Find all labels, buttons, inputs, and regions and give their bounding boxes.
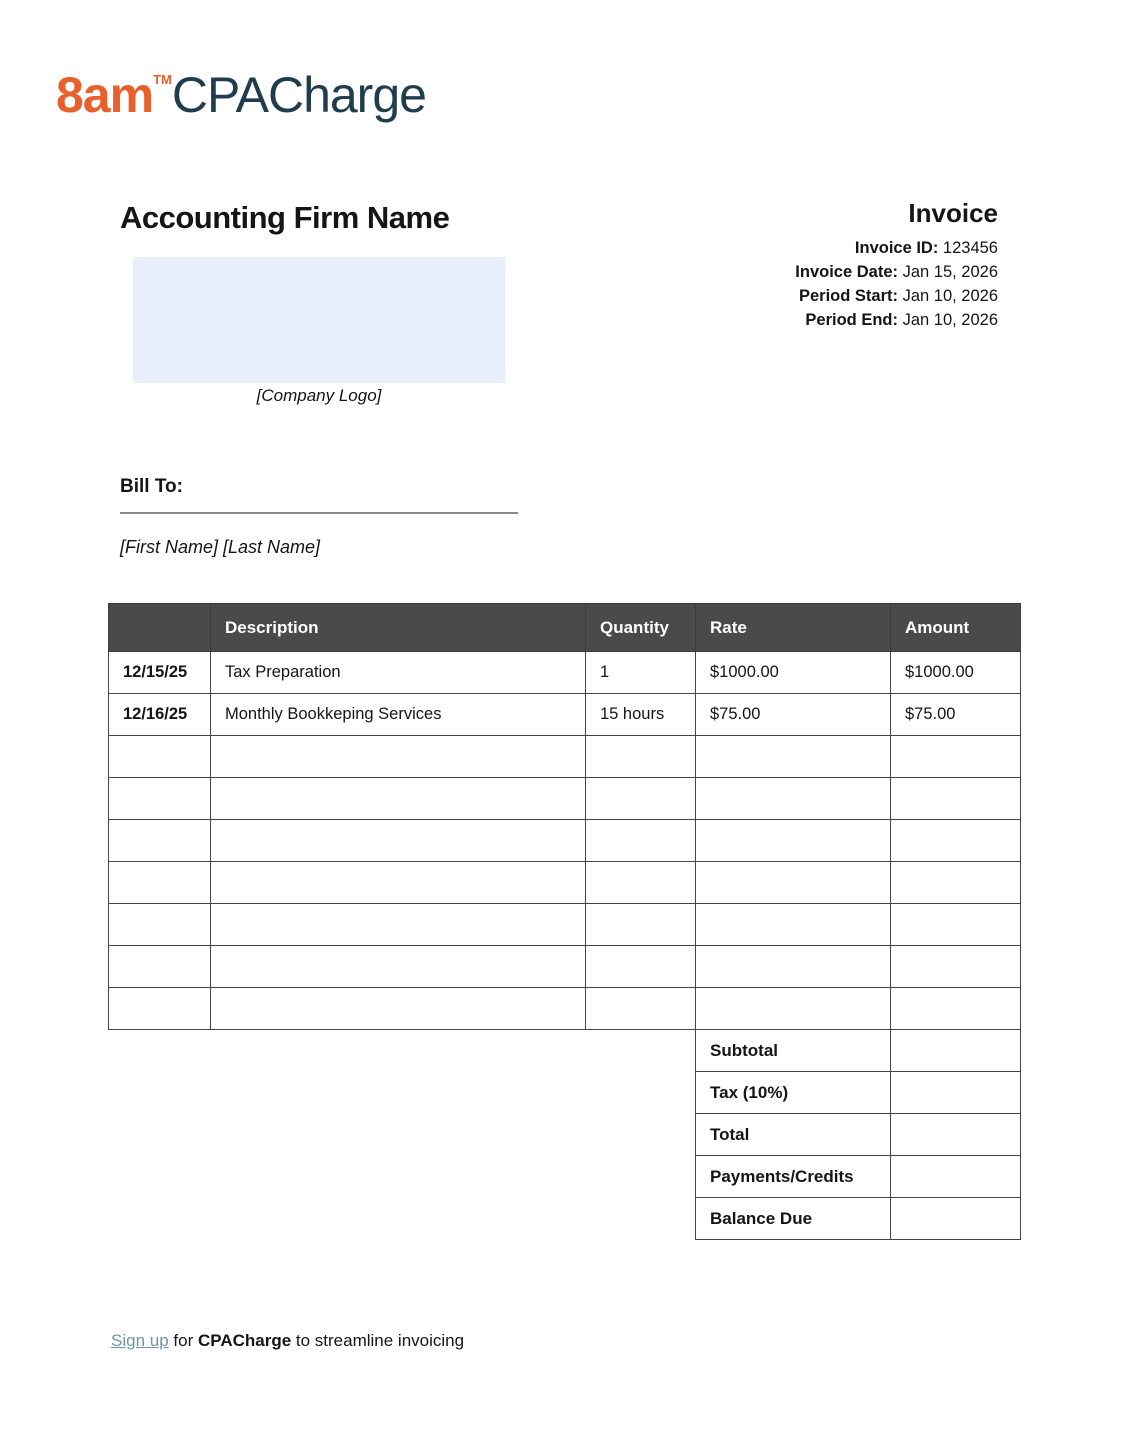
cell-rate [696,820,891,862]
cell-description [211,862,586,904]
firm-name-heading: Accounting Firm Name [120,200,450,235]
empty-line-item-row [109,778,1021,820]
empty-line-item-row [109,862,1021,904]
cell-rate [696,862,891,904]
header-description-column: Description [211,604,586,652]
line-item-row [109,694,1021,736]
cell-date [109,820,211,862]
cell-rate [696,736,891,778]
line-item-row [109,652,1021,694]
empty-line-item-row [109,820,1021,862]
cell-rate [696,778,891,820]
summary-row [696,1072,1021,1114]
period-start-line [795,284,998,308]
cell-description: Tax Preparation [211,652,586,694]
logo-8am-text: 8am [56,67,154,123]
cell-quantity [586,820,696,862]
empty-line-item-row [109,988,1021,1030]
cell-amount [891,946,1021,988]
empty-line-item-row [109,946,1021,988]
cell-amount [891,778,1021,820]
cell-quantity [586,778,696,820]
footer-signup-line [111,1331,464,1351]
cpacharge-logo [56,66,426,124]
cell-date [109,736,211,778]
header-date-column [109,604,211,652]
period-end-line [795,308,998,332]
cell-amount [891,736,1021,778]
invoice-title: Invoice [908,198,998,228]
summary-label: Balance Due [696,1198,891,1240]
bill-to-name-placeholder: [First Name] [Last Name] [120,537,321,557]
invoice-date-label: Invoice Date: [795,263,898,281]
cell-quantity [586,736,696,778]
invoice-id-value: 123456 [938,239,998,257]
footer-brand-name: CPACharge [197,1331,292,1350]
cell-rate [696,946,891,988]
summary-row [696,1030,1021,1072]
logo-trademark: TM [153,72,172,87]
summary-row [696,1156,1021,1198]
period-start-label: Period Start: [798,287,898,305]
header-amount-column: Amount [891,604,1021,652]
empty-line-item-row [109,904,1021,946]
period-start-value: Jan 10, 2026 [898,287,998,305]
period-end-label: Period End: [805,311,898,329]
sign-up-link[interactable]: Sign up [111,1331,169,1350]
cell-amount: $1000.00 [891,652,1021,694]
cell-amount [891,820,1021,862]
summary-value [891,1030,1021,1072]
empty-line-item-row [109,736,1021,778]
invoice-id-line [795,236,998,260]
cell-date [109,988,211,1030]
cell-quantity [586,988,696,1030]
footer-text-mid: for [168,1331,198,1350]
cell-rate: $1000.00 [696,652,891,694]
cell-amount [891,988,1021,1030]
cell-rate [696,988,891,1030]
cell-amount: $75.00 [891,694,1021,736]
cell-rate [696,904,891,946]
summary-value [891,1198,1021,1240]
cell-description: Monthly Bookkeping Services [211,694,586,736]
summary-row [696,1114,1021,1156]
cell-date [109,904,211,946]
summary-label: Tax (10%) [696,1072,891,1114]
header-rate-column: Rate [696,604,891,652]
cell-description [211,736,586,778]
bill-to-divider [120,512,518,514]
summary-row [696,1198,1021,1240]
summary-label: Subtotal [696,1030,891,1072]
period-end-value: Jan 10, 2026 [898,311,998,329]
cell-date: 12/15/25 [109,652,211,694]
cell-date [109,862,211,904]
summary-label: Payments/Credits [696,1156,891,1198]
cell-quantity [586,904,696,946]
company-logo-caption: [Company Logo] [256,386,382,405]
summary-value [891,1072,1021,1114]
bill-to-label: Bill To: [120,476,183,497]
company-logo-placeholder-box [133,257,505,383]
cell-quantity [586,946,696,988]
summary-value [891,1156,1021,1198]
summary-value [891,1114,1021,1156]
invoice-date-value: Jan 15, 2026 [898,263,998,281]
cell-date [109,778,211,820]
summary-table [695,1029,1021,1240]
cell-date: 12/16/25 [109,694,211,736]
line-items-body [109,652,1021,1030]
invoice-meta-block [795,198,998,332]
logo-cpacharge-text: CPACharge [171,67,426,123]
cell-description [211,904,586,946]
line-items-table [108,603,1021,1030]
cell-description [211,778,586,820]
footer-text-end: to streamline invoicing [291,1331,465,1350]
cell-description [211,820,586,862]
invoice-date-line [795,260,998,284]
invoice-id-label: Invoice ID: [854,239,939,257]
cell-description [211,988,586,1030]
cell-quantity [586,862,696,904]
table-header-row [109,604,1021,652]
cell-quantity: 1 [586,652,696,694]
cell-rate: $75.00 [696,694,891,736]
header-quantity-column: Quantity [586,604,696,652]
cell-date [109,946,211,988]
summary-label: Total [696,1114,891,1156]
cell-amount [891,904,1021,946]
summary-body [696,1030,1021,1240]
cell-quantity: 15 hours [586,694,696,736]
cell-amount [891,862,1021,904]
cell-description [211,946,586,988]
